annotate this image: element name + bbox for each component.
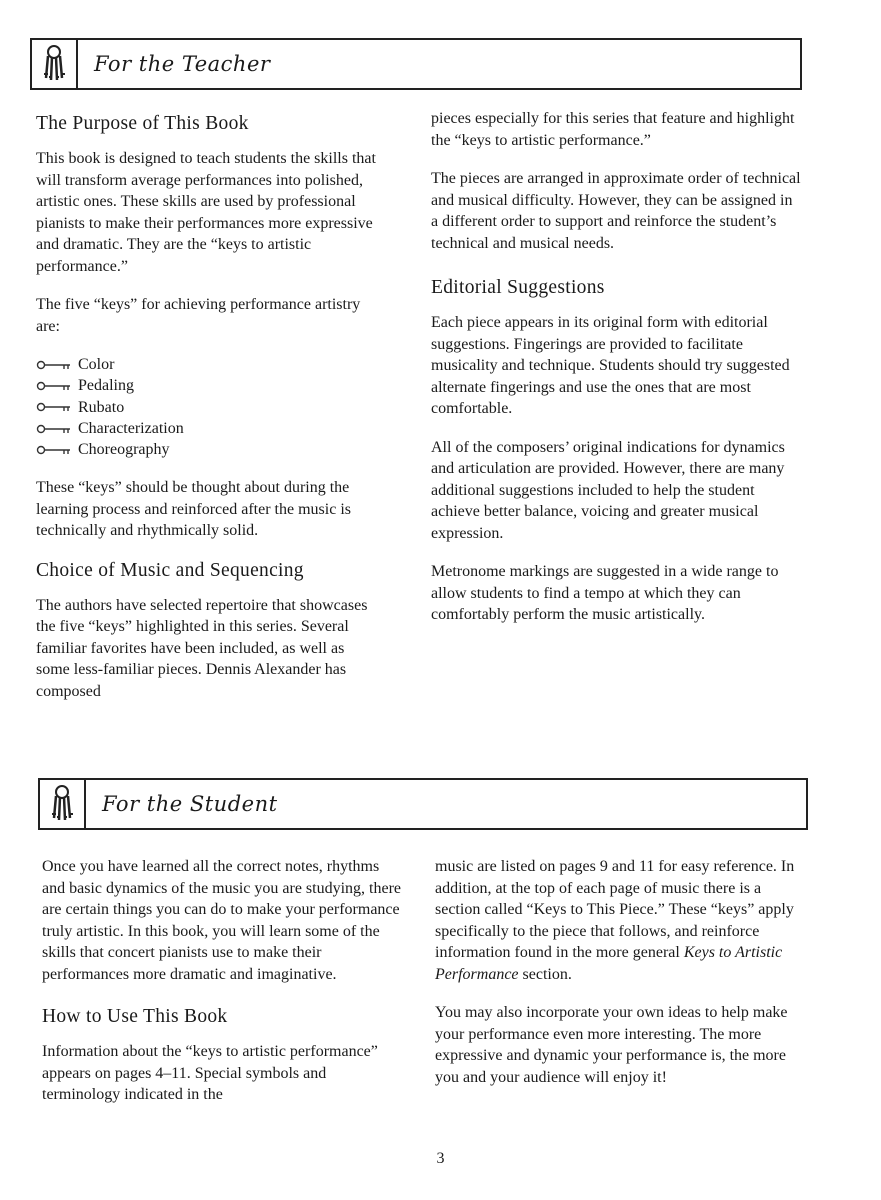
student-left-column <box>42 856 402 1123</box>
banner-title: For the Teacher <box>94 52 271 76</box>
paragraph: Information about the “keys to artistic performance” appears on pages 4–11. Special symbols and terminology indicated in the <box>42 1043 378 1103</box>
key-icon <box>36 360 74 370</box>
teacher-right-column <box>431 108 801 643</box>
list-item <box>36 354 376 375</box>
student-right-column <box>435 856 795 1105</box>
page-number: 3 <box>436 1150 445 1167</box>
key-icon <box>36 445 74 455</box>
keys-list <box>36 354 376 460</box>
paragraph: The five “keys” for achieving performance artistry are: <box>36 296 361 335</box>
student-banner <box>38 778 808 830</box>
list-item-label: Color <box>78 355 115 373</box>
list-item <box>36 375 376 396</box>
paragraph: pieces especially for this series that feature and highlight the “keys to artistic performance.” <box>431 110 795 149</box>
list-item <box>36 439 376 460</box>
keyring-icon <box>32 40 78 88</box>
paragraph: The authors have selected repertoire that showcases the five “keys” highlighted in this series. Several familiar favorites have been included, as well as some less-familiar pieces. Dennis Alexander has composed <box>36 596 368 700</box>
paragraph: Once you have learned all the correct notes, rhythms and basic dynamics of the music you are studying, there are certain things you can do to make your performance truly artistic. In this book, you will learn some of the skills that concert pianists use to make their performances more dramatic and imaginative. <box>42 858 402 983</box>
teacher-banner <box>30 38 802 90</box>
paragraph: Metronome markings are suggested in a wide range to allow students to find a tempo at which they can comfortably perform the music artistically. <box>431 563 779 623</box>
text-run: section. <box>518 965 572 983</box>
banner-title: For the Student <box>102 792 278 816</box>
paragraph: All of the composers’ original indications for dynamics and articulation are provided. However, there are many additional suggestions included to help the student achieve better balance, voicing and greater musical expression. <box>431 438 785 542</box>
key-icon <box>36 402 74 412</box>
paragraph <box>435 856 795 985</box>
key-icon <box>36 424 74 434</box>
list-item-label: Pedaling <box>78 377 134 395</box>
paragraph: You may also incorporate your own ideas to help make your performance even more interesting. The more expressive and dynamic your performance is, the more you and your audience will enjoy it! <box>435 1004 788 1086</box>
section-heading: The Purpose of This Book <box>36 113 249 134</box>
paragraph: This book is designed to teach students the skills that will transform average performances into polished, artistic ones. These skills are used by professional pianists to make their performances more expressive and dramatic. They are the “keys to artistic performance.” <box>36 150 376 275</box>
text-run: music are listed on pages 9 and 11 for easy reference. In addition, at the top of each page of music there is a section called “Keys to This Piece.” These “keys” apply specifically to the piece that follows, and reinforce information found in the more general <box>435 858 795 961</box>
paragraph: These “keys” should be thought about during the learning process and reinforced after the music is technically and rhythmically solid. <box>36 479 351 540</box>
section-heading: How to Use This Book <box>42 1006 228 1027</box>
list-item <box>36 397 376 418</box>
list-item-label: Characterization <box>78 419 184 437</box>
list-item-label: Choreography <box>78 441 170 459</box>
list-item-label: Rubato <box>78 398 125 416</box>
teacher-left-column <box>36 112 376 719</box>
keyring-icon <box>40 780 86 828</box>
section-heading: Choice of Music and Sequencing <box>36 559 304 581</box>
italic-text-run: Keys to Artistic Performance <box>435 944 783 983</box>
paragraph: The pieces are arranged in approximate order of technical and musical difficulty. However, they can be assigned in a different order to support and reinforce the student’s technical and musical needs. <box>431 170 801 252</box>
key-icon <box>36 381 74 391</box>
list-item <box>36 418 376 439</box>
section-heading: Editorial Suggestions <box>431 277 605 298</box>
paragraph: Each piece appears in its original form with editorial suggestions. Fingerings are provided to facilitate musicality and technique. Students should try suggested alternate fingerings and use the ones that are most comfortable. <box>431 314 790 417</box>
